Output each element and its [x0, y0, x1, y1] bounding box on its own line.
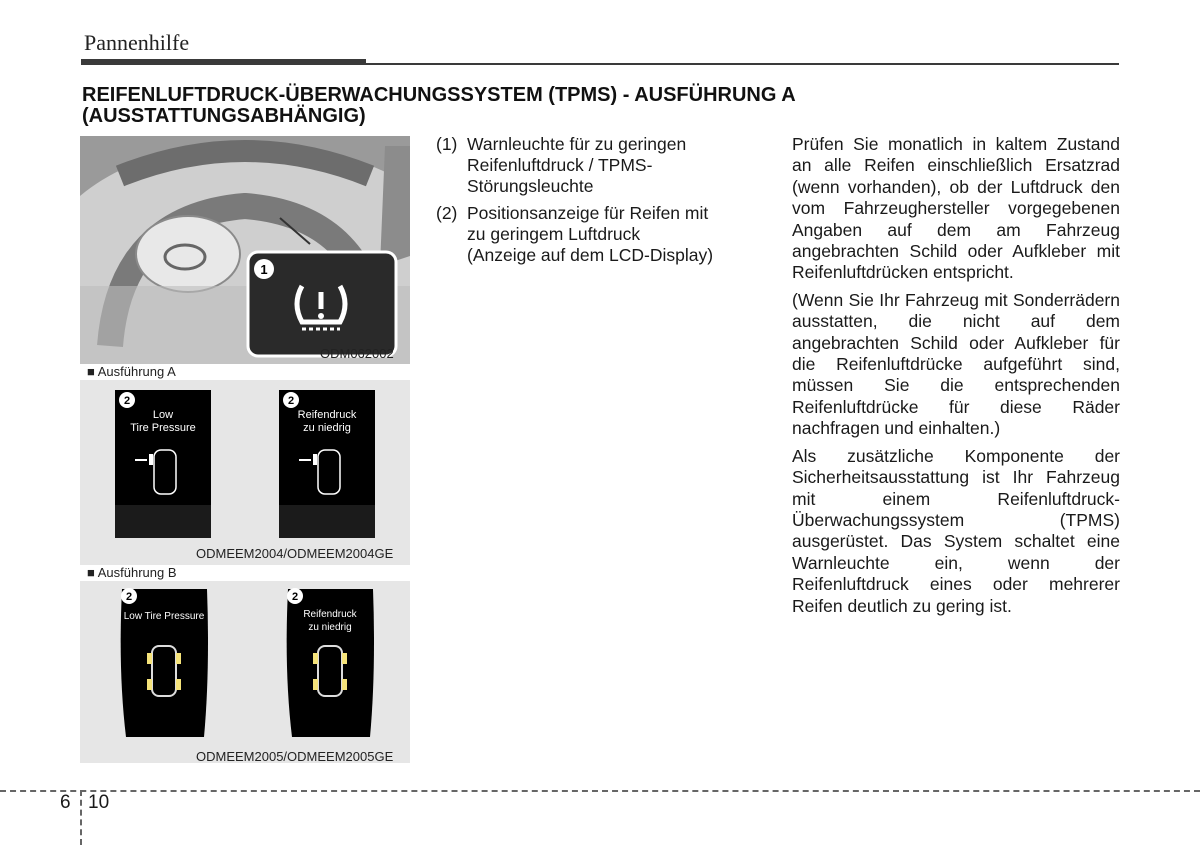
- footer-vertical-divider: [80, 790, 82, 845]
- chapter-number: 6: [60, 792, 71, 813]
- paragraph: Prüfen Sie monatlich in kaltem Zustand an alle Reifen einschließlich Ersatzrad (wenn vorhanden), ob der Luftdruck den vom Fahrzeughersteller vorgegebenen Angaben auf dem am Fahrzeug angebrachten Schild oder Aufkleber mit Reifenluftdrücken entspricht.: [792, 134, 1120, 283]
- section-title: [82, 85, 1122, 127]
- lcd-text-a-right-2: zu niedrig: [303, 422, 351, 434]
- section-title-line1: REIFENLUFTDRUCK-ÜBERWACHUNGSSYSTEM (TPMS) - AUSFÜHRUNG A: [82, 84, 796, 106]
- footer-divider: [0, 790, 1200, 792]
- badge-2-b-right: 2: [291, 591, 299, 603]
- figure-b-code: ODMEEM2005/ODMEEM2005GE: [196, 749, 394, 764]
- lcd-text-a-left-1: Low: [152, 409, 174, 421]
- paragraph: Als zusätzliche Komponente der Sicherheitsausstattung ist Ihr Fahrzeug mit einem Reifenluftdruck-Überwachungssystem (TPMS) ausgerüstet. Das System schaltet eine Warnleuchte ein, wenn der Reifenluftdruck eines oder mehrerer Reifen deutlich zu gering ist.: [792, 445, 1120, 616]
- lcd-text-b-right-1: Reifendruck: [303, 609, 357, 620]
- list-number: (2): [436, 203, 458, 223]
- lcd-text-b-right-2: zu niedrig: [308, 622, 352, 633]
- figure-a-label: ■ Ausführung A: [87, 364, 176, 379]
- header-bar: [81, 59, 366, 65]
- list-text-line: (Anzeige auf dem LCD-Display): [467, 245, 714, 265]
- figure-dashboard: [80, 136, 410, 364]
- list-item: [436, 203, 766, 266]
- figure-version-b: [80, 581, 410, 763]
- dashboard-illustration: [80, 136, 410, 364]
- figure-code: ODM062002: [320, 346, 394, 361]
- list-text-line: zu geringem Luftdruck: [467, 224, 641, 244]
- legend-list: [436, 134, 766, 272]
- list-text-line: Warnleuchte für zu geringen: [467, 134, 687, 154]
- figure-b-label: ■ Ausführung B: [87, 565, 177, 580]
- figure-version-a: [80, 380, 410, 565]
- lcd-text-a-right-1: Reifendruck: [297, 409, 357, 421]
- list-text-line: Positionsanzeige für Reifen mit: [467, 203, 709, 223]
- lcd-text-a-left-2: Tire Pressure: [130, 422, 196, 434]
- header-rule: [366, 63, 1119, 65]
- list-number: (1): [436, 134, 458, 154]
- badge-2-a-left: 2: [123, 395, 131, 407]
- badge-2-b-left: 2: [125, 591, 133, 603]
- list-item: [436, 134, 766, 197]
- figure-a-code: ODMEEM2004/ODMEEM2004GE: [196, 546, 394, 561]
- paragraph: (Wenn Sie Ihr Fahrzeug mit Sonderrädern ausstatten, die nicht auf dem angebrachten Schild oder Aufkleber für die Reifenluftdrücke aufgeführt sind, müssen Sie die entsprechenden Reifenluftdrücke für diese Räder nachfragen und einhalten.): [792, 289, 1120, 439]
- header-title: Pannenhilfe: [84, 30, 190, 55]
- lcd-displays-b: [80, 581, 410, 763]
- lcd-displays-a: [80, 380, 410, 565]
- page-number: 10: [88, 792, 110, 813]
- badge-2-a-right: 2: [287, 395, 295, 407]
- callout-1: 1: [260, 262, 268, 277]
- section-title-line2: (AUSSTATTUNGSABHÄNGIG): [82, 105, 366, 127]
- list-text-line: Reifenluftdruck / TPMS-: [467, 155, 653, 175]
- body-text: [792, 134, 1120, 623]
- lcd-text-b-left: Low Tire Pressure: [123, 611, 205, 622]
- list-text-line: Störungsleuchte: [467, 176, 594, 196]
